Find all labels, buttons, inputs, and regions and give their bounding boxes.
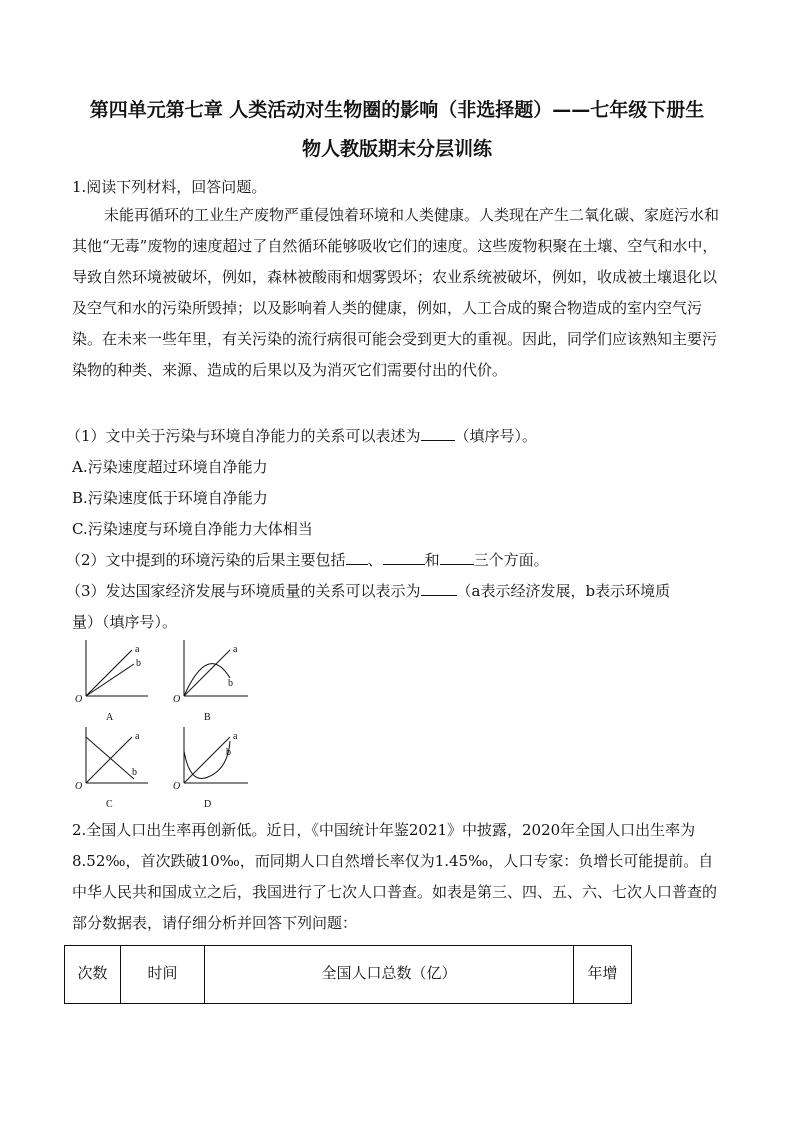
page-title-line2: 物人教版期末分层训练 [301, 138, 492, 160]
table-header: 全国人口总数（亿） [205, 946, 574, 1004]
graph-c [70, 727, 160, 816]
label-a: a [233, 731, 238, 742]
graph-letter: B [204, 712, 211, 723]
label-b: b [228, 678, 233, 689]
question1-heading: 1.阅读下列材料，回答问题。 [72, 178, 267, 196]
graph-b [168, 640, 258, 729]
answer-blank[interactable] [421, 426, 455, 441]
label-b: b [226, 747, 231, 758]
option-b: B.污染速度低于环境自净能力 [72, 489, 268, 507]
origin-label: O [173, 694, 181, 705]
graph-letter: D [204, 799, 212, 810]
origin-label: O [75, 781, 83, 792]
origin-label: O [173, 781, 181, 792]
answer-blank[interactable] [346, 550, 368, 565]
sub2-suffix: 三个方面。 [473, 551, 549, 569]
curve-a [86, 650, 132, 696]
answer-blank[interactable] [421, 581, 457, 596]
question1-sub3-line2: 量）（填序号）。 [72, 613, 178, 631]
curve-b [86, 664, 134, 696]
sub3-prefix: （3）发达国家经济发展与环境质量的关系可以表示为 [66, 582, 421, 600]
curve-a [184, 737, 230, 783]
sub2-separator: 、 [367, 551, 383, 569]
sub2-separator: 和 [424, 551, 440, 569]
option-a: A.污染速度超过环境自净能力 [72, 458, 268, 476]
label-a: a [135, 731, 140, 742]
page-title-line1: 第四单元第七章 人类活动对生物圈的影响（非选择题）——七年级下册生 [89, 99, 705, 121]
graph-letter: A [106, 712, 114, 723]
label-b: b [136, 658, 141, 669]
table-header-row [65, 946, 632, 1004]
graph-letter: C [106, 799, 113, 810]
graph-d [168, 727, 258, 816]
curve-a [184, 650, 230, 696]
label-a: a [233, 644, 238, 655]
question1-passage: 未能再循环的工业生产废物严重侵蚀着环境和人类健康。人类现在产生二氧化碳、家庭污水和其他“无毒”废物的速度超过了自然循环能够吸收它们的速度。这些废物积聚在土壤、空气和水中，导致自然环境被破坏，例如，森林被酸雨和烟雾毁坏；农业系统被破坏，例如，收成被土壤退化以及空气和水的污染所毁掉；以及影响着人类的健康，例如，人工合成的聚合物造成的室内空气污染。在未来一些年里，有关污染的流行病很可能会受到更大的重视。因此，同学们应该熟知主要污染物的种类、来源、造成的后果以及为消灭它们需要付出的代价。 [72, 206, 720, 379]
sub1-suffix: （填序号）。 [454, 427, 538, 445]
census-table [64, 945, 632, 1004]
question1-sub3 [66, 580, 670, 601]
label-b: b [132, 767, 137, 778]
question1-sub2 [66, 549, 549, 570]
answer-blank[interactable] [383, 550, 425, 565]
curve-b [86, 737, 134, 779]
option-c: C.污染速度与环境自净能力大体相当 [72, 520, 313, 538]
answer-blank[interactable] [440, 550, 474, 565]
sub3-suffix: （a表示经济发展，b表示环境质 [456, 582, 671, 600]
curve-b [184, 664, 230, 696]
table-header: 时间 [121, 946, 205, 1004]
label-a: a [135, 644, 140, 655]
sub1-prefix: （1）文中关于污染与环境自净能力的关系可以表述为 [66, 427, 421, 445]
table-header: 年增 [574, 946, 632, 1004]
table-header: 次数 [65, 946, 121, 1004]
curve-a [86, 737, 132, 783]
question1-sub1 [66, 425, 537, 446]
sub2-prefix: （2）文中提到的环境污染的后果主要包括 [66, 551, 346, 569]
graph-a [70, 640, 160, 729]
question2-text: 2.全国人口出生率再创新低。近日，《中国统计年鉴2021》中披露，2020年全国人口出生率为8.52‰，首次跌破10‰，而同期人口自然增长率仅为1.45‰，人口专家：负增长可能提前。自中华人民共和国成立之后，我国进行了七次人口普查。如表是第三、四、五、六、七次人口普查的部分数据表，请仔细分析并回答下列问题： [72, 821, 718, 932]
origin-label: O [75, 694, 83, 705]
